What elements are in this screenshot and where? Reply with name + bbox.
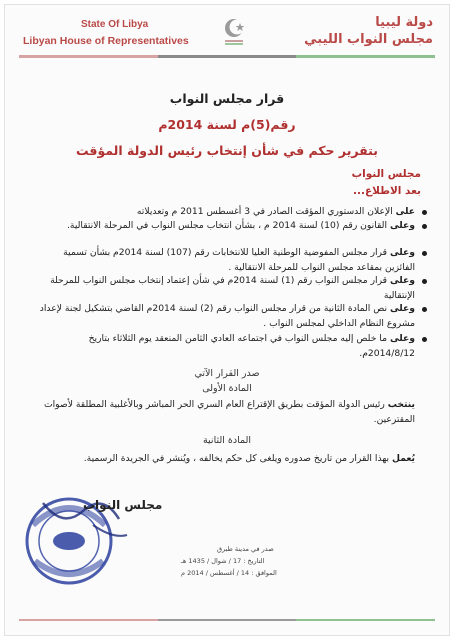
issue-date-hijri: التاريخ : 17 / شوال / 1435 هـ [181, 557, 265, 565]
article-1-text: ينتخب رئيس الدولة المؤقت بطريق الإقتراع العام السري الحر المباشر وبالأغلبية المطلقة لأصوات المقترعين. [43, 399, 415, 425]
header-divider [19, 55, 435, 58]
issue-place: صدر في مدينة طبرق [217, 545, 274, 553]
decision-subject: بتقرير حكم في شأن إنتخاب رئيس الدولة المؤقت [76, 143, 378, 158]
bullet-icon [422, 307, 427, 312]
header-house-en: Libyan House of Representatives [23, 35, 189, 47]
issue-date-gregorian: الموافق : 14 / أغسطس / 2014 م [181, 569, 277, 577]
decision-heading: قرار مجلس النواب [169, 91, 285, 106]
list-item: وعلى قرار مجلس المفوضية الوطنية العليا للانتخابات رقم (107) لسنة 2014م بشأن تسمية الفائزين بمقاعد مجلس النواب للمرحلة الانتقالية . [35, 245, 415, 275]
bullet-icon [422, 251, 427, 256]
decision-number: رقم(5)م لسنة 2014م [158, 117, 296, 132]
header-house-ar: مجلس النواب الليبي [304, 32, 433, 47]
list-item: وعلى ما خلص إليه مجلس النواب في اجتماعه العادي الثامن المنعقد يوم الثلاثاء بتاريخ 2014/8/12م. [35, 331, 415, 361]
article-2-text: يُعمل بهذا القرار من تاريخ صدوره ويلغى كل حكم يخالفه ، ويُنشر في الجريدة الرسمية. [83, 453, 415, 464]
bullet-icon [422, 337, 427, 342]
document-page [4, 4, 450, 636]
signature-title: مجلس النواب [83, 498, 163, 512]
issued-heading: صدر القرار الآتي [194, 368, 260, 379]
header-state-en: State Of Libya [81, 19, 149, 30]
list-item: وعلى القانون رقم (10) لسنة 2014 م ، بشأن انتخاب مجلس النواب في المرحلة الانتقالية. [35, 218, 415, 233]
list-item: وعلى قرار مجلس النواب رقم (1) لسنة 2014م في شأن إعتماد إنتخاب مجلس النواب للمرحلة الإنتقالية [35, 273, 415, 303]
header-arabic [304, 15, 433, 47]
list-item: على الإعلان الدستوري المؤقت الصادر في 3 أغسطس 2011 م وتعديلاته [35, 204, 415, 219]
article-2-heading: المادة الثانية [202, 435, 252, 446]
header-state-ar: دولة ليبيا [375, 15, 433, 30]
bullet-icon [422, 224, 427, 229]
bullet-icon [422, 210, 427, 215]
after-review-label: بعد الاطلاع... [352, 185, 421, 197]
bullet-icon [422, 279, 427, 284]
libya-crescent-emblem-icon [219, 13, 249, 47]
list-item: وعلى نص المادة الثانية من قرار مجلس النواب رقم (2) لسنة 2014م القاضي بتشكيل لجنة لإعداد مشروع النظام الداخلي لمجلس النواب . [35, 301, 415, 331]
issuer-label: مجلس النواب [351, 168, 421, 180]
article-1-heading: المادة الأولى [202, 383, 252, 394]
footer-divider [19, 619, 435, 621]
